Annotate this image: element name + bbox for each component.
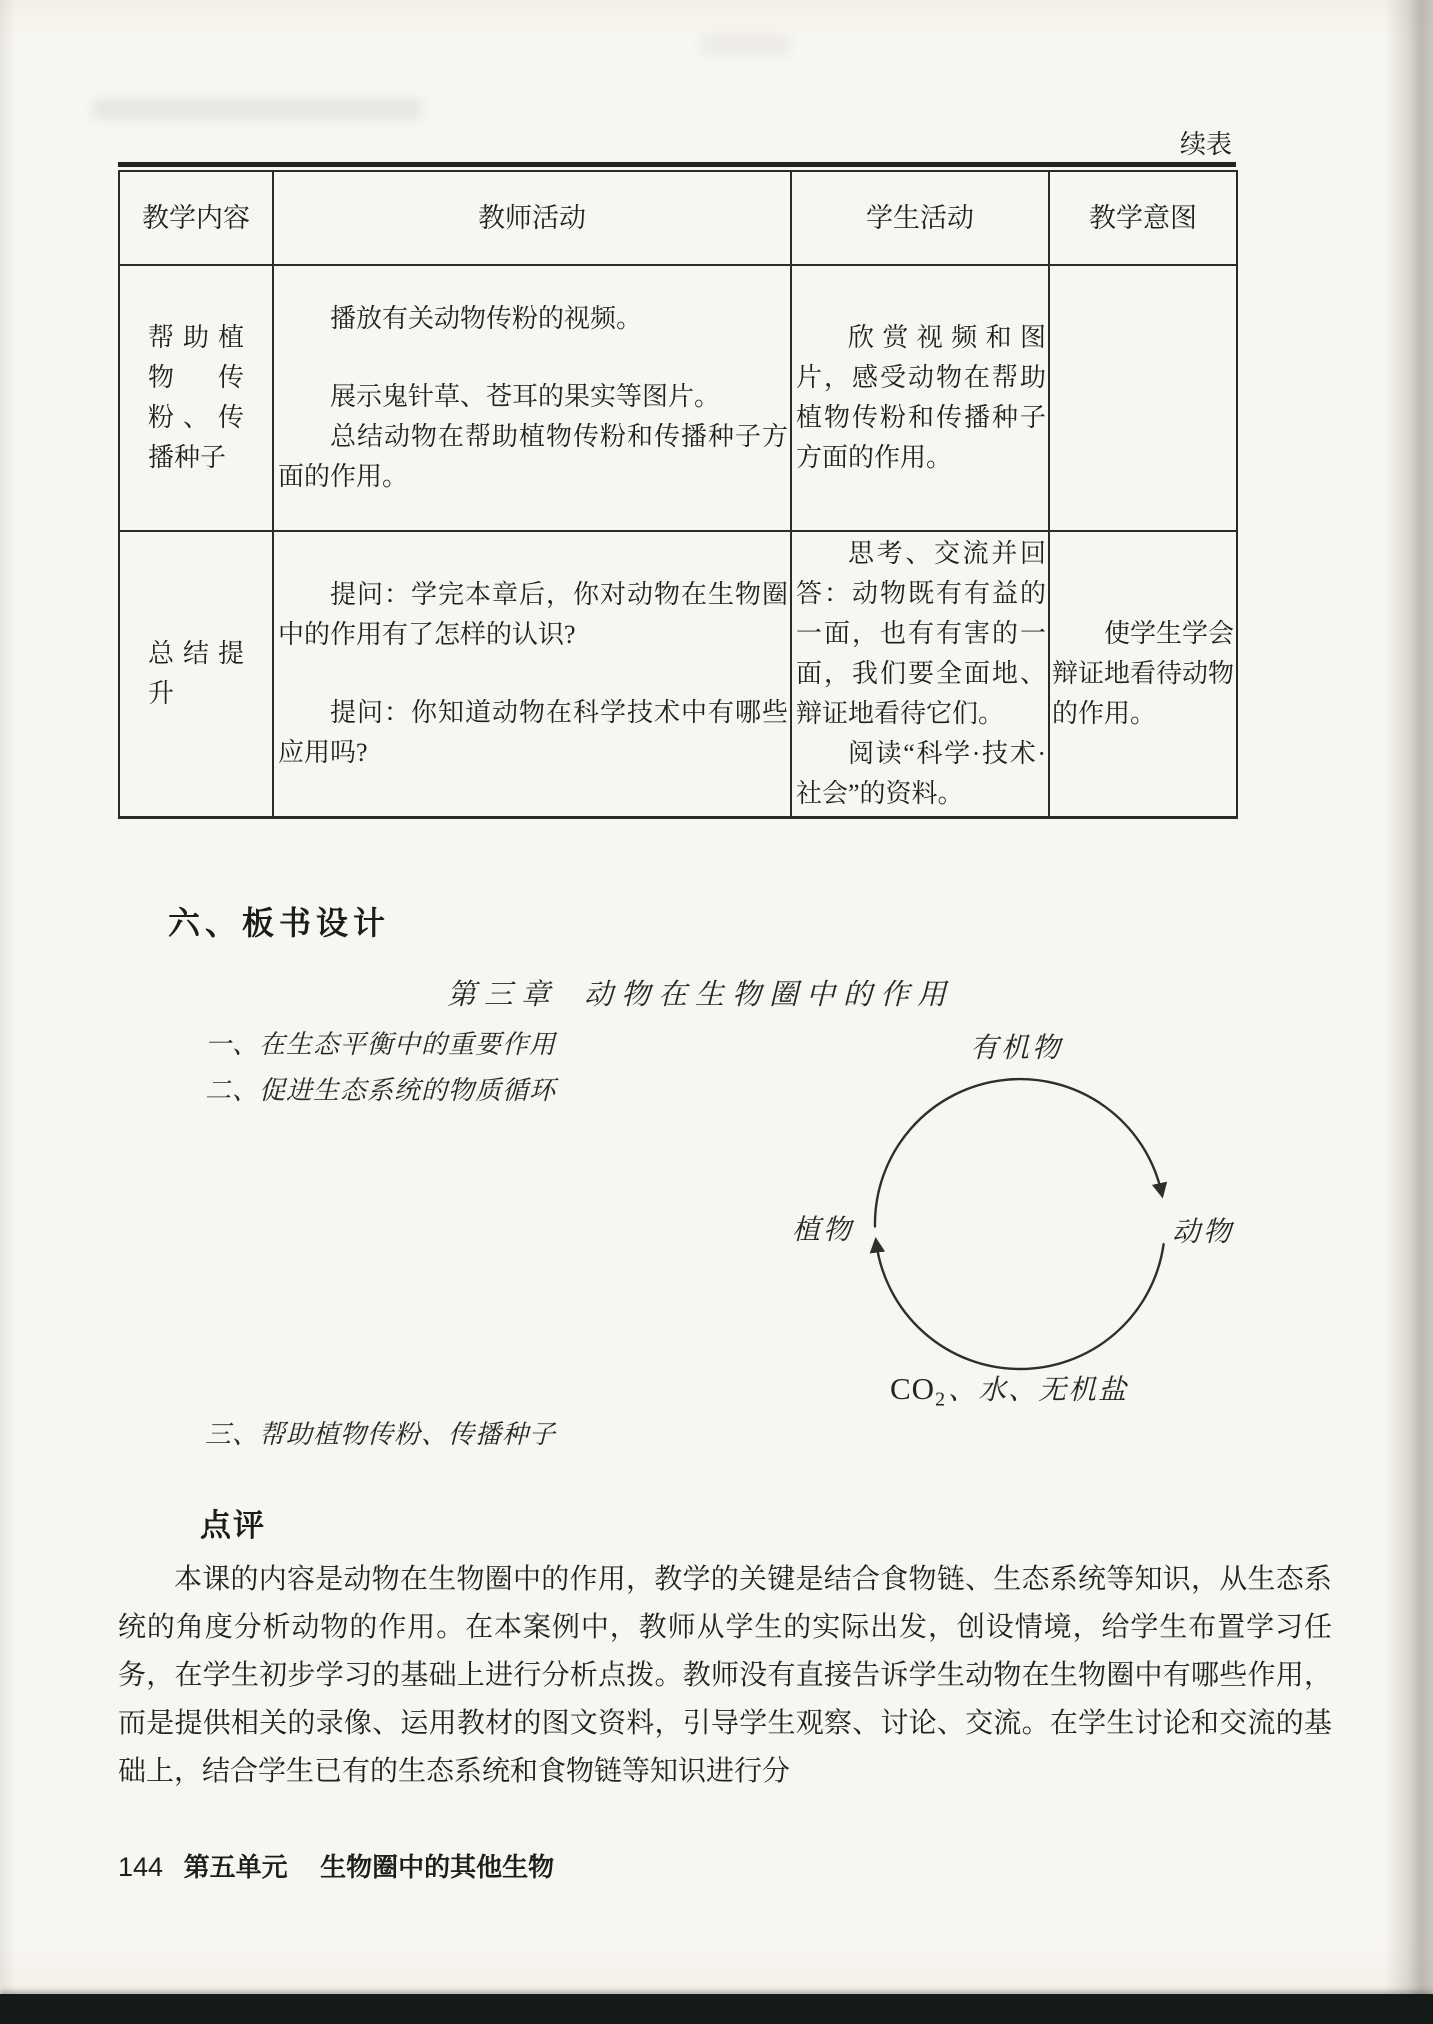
teaching-intent-cell bbox=[1049, 531, 1237, 818]
student-paragraph: 阅读“科学·技术·社会”的资料。 bbox=[796, 739, 1046, 808]
teacher-activity-cell bbox=[273, 531, 791, 818]
teacher-activity-cell bbox=[273, 265, 791, 531]
scan-smudge bbox=[92, 98, 422, 120]
student-activity-cell bbox=[791, 531, 1049, 818]
student-activity-cell bbox=[791, 265, 1049, 531]
lesson-table bbox=[118, 170, 1238, 819]
topic-cell: 帮助植物传粉、传播种子 bbox=[119, 265, 273, 531]
table-continued-label: 续表 bbox=[1179, 129, 1232, 159]
col-header-student-activity: 学生活动 bbox=[791, 171, 1049, 265]
co2-subscript: 2 bbox=[935, 1388, 949, 1411]
topic-cell: 总结提升 bbox=[119, 531, 273, 818]
cycle-label-organic-matter: 有机物 bbox=[970, 1033, 1064, 1064]
teacher-paragraph: 展示鬼针草、苍耳的果实等图片。 bbox=[330, 382, 721, 411]
footer-unit-label: 第五单元 bbox=[183, 1852, 288, 1882]
chapter-name: 动物在生物圈中的作用 bbox=[584, 979, 955, 1011]
board-item-1: 一、在生态平衡中的重要作用 bbox=[205, 1030, 557, 1059]
page-edge-shadow bbox=[1385, 0, 1433, 2024]
teacher-paragraph: 提问：学完本章后，你对动物在生物圈中的作用有了怎样的认识? bbox=[278, 580, 788, 649]
student-paragraph: 欣赏视频和图片，感受动物在帮助植物传粉和传播种子方面的作用。 bbox=[796, 323, 1046, 472]
review-heading: 点评 bbox=[200, 1508, 266, 1543]
cycle-label-animals: 动物 bbox=[1172, 1217, 1235, 1248]
lesson-plan-table bbox=[118, 162, 1236, 819]
teacher-paragraph: 总结动物在帮助植物传粉和传播种子方面的作用。 bbox=[278, 422, 788, 491]
page-footer bbox=[118, 1847, 554, 1884]
review-paragraph: 本课的内容是动物在生物圈中的作用，教学的关键是结合食物链、生态系统等知识，从生态系统的角度分析动物的作用。在本案例中，教师从学生的实际出发，创设情境，给学生布置学习任务，在学生初步学习的基础上进行分析点拨。教师没有直接告诉学生动物在生物圈中有哪些作用，而是提供相关的录像、运用教材的图文资料，引导学生观察、讨论、交流。在学生讨论和交流的基础上，结合学生已有的生态系统和食物链等知识进行分 bbox=[118, 1564, 1332, 1787]
student-paragraph: 思考、交流并回答：动物既有有益的一面，也有有害的一面，我们要全面地、辩证地看待它们。 bbox=[796, 539, 1046, 728]
col-header-teacher-activity: 教师活动 bbox=[273, 171, 791, 265]
left-binding-shadow bbox=[0, 0, 16, 2024]
teacher-paragraph: 提问：你知道动物在科学技术中有哪些应用吗? bbox=[278, 698, 788, 767]
board-chapter-title bbox=[447, 972, 954, 1013]
board-design-heading: 六、板书设计 bbox=[168, 905, 391, 941]
cycle-label-plants: 植物 bbox=[792, 1215, 855, 1246]
matter-cycle-diagram bbox=[840, 1060, 1200, 1390]
scan-bottom-bar bbox=[0, 1994, 1433, 2024]
co2-formula: CO bbox=[890, 1371, 936, 1406]
chapter-number: 第三章 bbox=[447, 979, 559, 1011]
board-item-3: 三、帮助植物传粉、传播种子 bbox=[205, 1420, 557, 1449]
table-row-pollination bbox=[119, 265, 1237, 531]
footer-unit-title: 生物圈中的其他生物 bbox=[320, 1852, 555, 1882]
intent-paragraph: 使学生学会辩证地看待动物的作用。 bbox=[1052, 619, 1235, 728]
page-number: 144 bbox=[118, 1852, 164, 1882]
scan-smudge bbox=[700, 34, 790, 56]
board-item-2: 二、促进生态系统的物质循环 bbox=[205, 1076, 557, 1105]
teaching-intent-cell bbox=[1049, 265, 1237, 531]
teacher-paragraph: 播放有关动物传粉的视频。 bbox=[330, 304, 643, 333]
cycle-label-co2-water-minerals bbox=[890, 1368, 1128, 1412]
water-minerals-text: 、水、无机盐 bbox=[948, 1375, 1129, 1406]
col-header-teaching-content: 教学内容 bbox=[119, 171, 273, 265]
cycle-arc-top-right bbox=[875, 1079, 1162, 1226]
table-row-summary bbox=[119, 531, 1237, 818]
table-header-row bbox=[119, 171, 1237, 265]
col-header-teaching-intent: 教学意图 bbox=[1049, 171, 1237, 265]
cycle-arc-bottom-left bbox=[876, 1242, 1164, 1369]
